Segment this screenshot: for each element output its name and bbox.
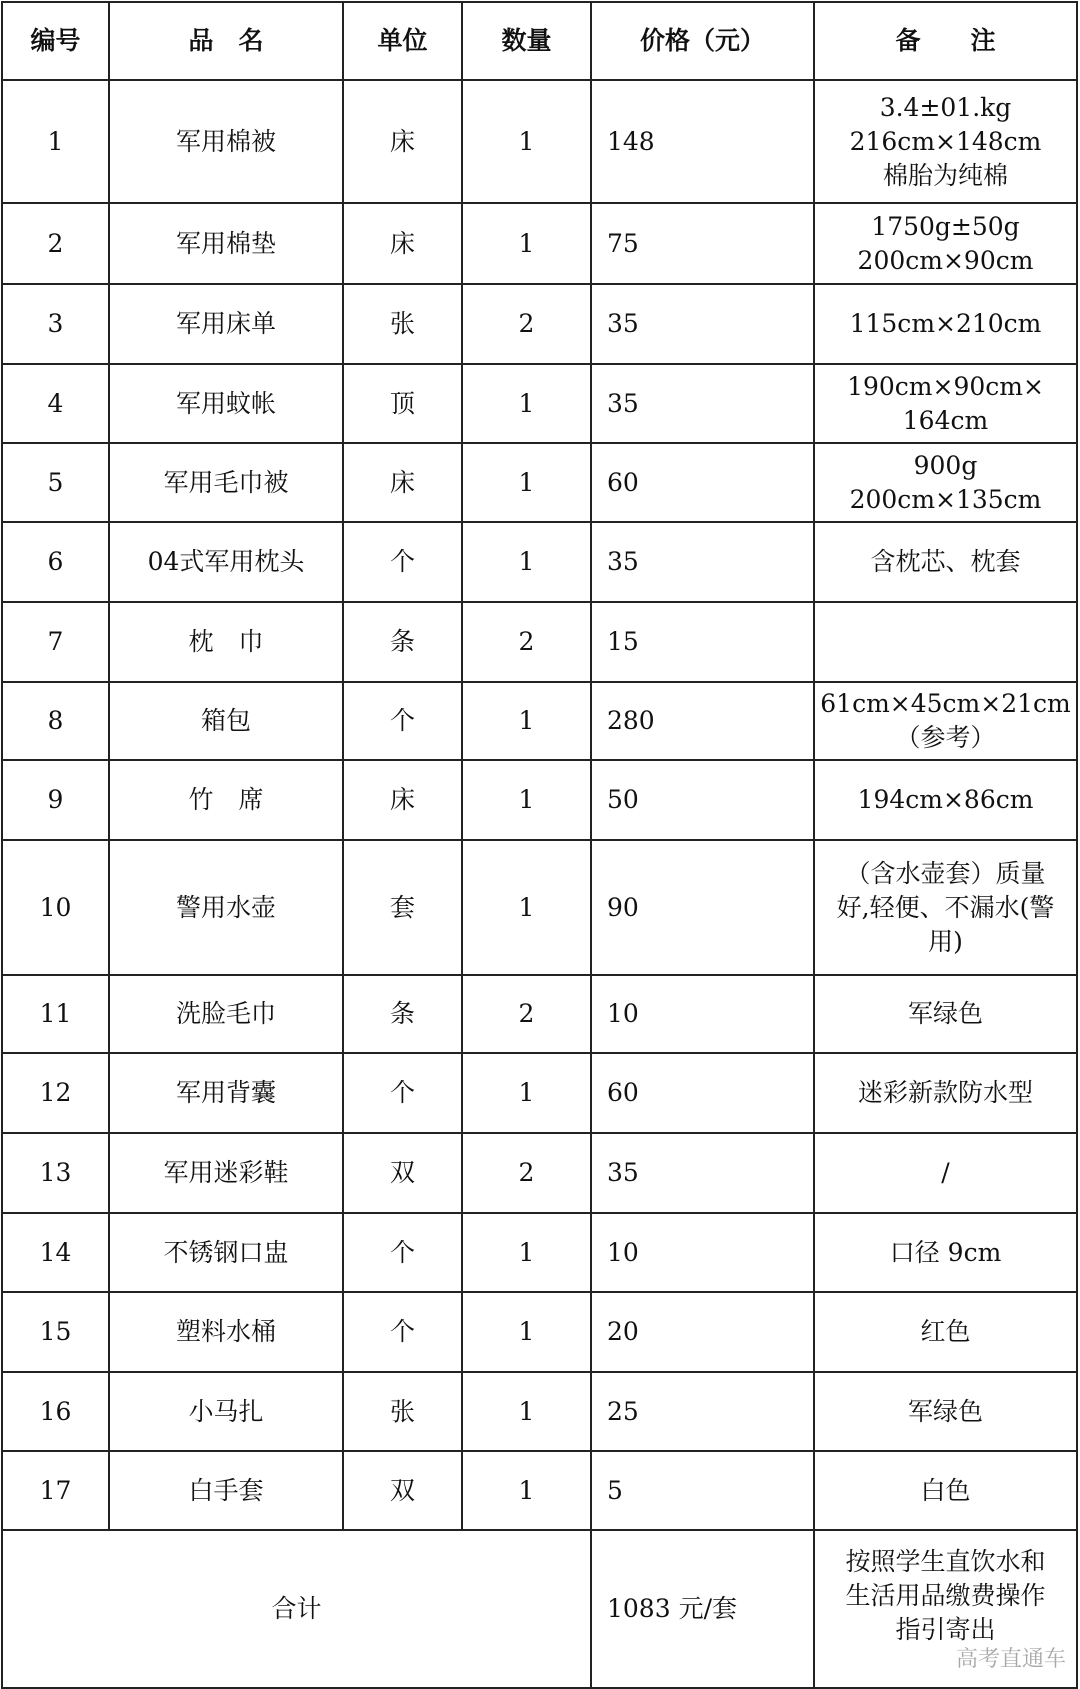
note-line: 好,轻便、不漏水(警: [836, 892, 1055, 922]
note-line: 含枕芯、枕套: [870, 547, 1021, 576]
name-cell: 军用背囊: [109, 1053, 343, 1133]
note-cell: [814, 1133, 1077, 1213]
note-line: 115cm×210cm: [849, 309, 1042, 338]
label-cell: 合计: [2, 1530, 591, 1688]
name-cell: 竹 席: [109, 760, 343, 840]
qty-cell: 1: [462, 1053, 591, 1133]
qty-cell: 2: [462, 1133, 591, 1213]
table-row: [2, 760, 1077, 840]
table-row: [2, 284, 1077, 364]
note-cell: [814, 443, 1077, 522]
name-cell: 04式军用枕头: [109, 522, 343, 602]
table-row: [2, 1053, 1077, 1133]
no-cell: 10: [2, 840, 109, 975]
name-cell: 箱包: [109, 682, 343, 760]
unit-cell: 床: [343, 760, 462, 840]
qty-cell: 1: [462, 80, 591, 203]
qty-cell: 2: [462, 284, 591, 364]
table-header-row: [2, 2, 1077, 80]
note-line: 190cm×90cm×: [847, 371, 1044, 401]
qty-cell: 1: [462, 1372, 591, 1451]
note-line: /: [941, 1158, 950, 1187]
note-line: 军绿色: [907, 999, 983, 1028]
no-cell: 4: [2, 364, 109, 443]
name-cell: 军用蚊帐: [109, 364, 343, 443]
qty-cell: 1: [462, 1292, 591, 1372]
qty-cell: 1: [462, 443, 591, 522]
table-row: [2, 80, 1077, 203]
note-cell: [814, 1213, 1077, 1292]
note-line: 216cm×148cm: [849, 126, 1042, 156]
supplies-table: [1, 1, 1078, 1689]
price-cell: 1083 元/套: [591, 1530, 814, 1688]
unit-cell: 双: [343, 1133, 462, 1213]
table-row: [2, 975, 1077, 1053]
price-cell: 35: [591, 364, 814, 443]
no-cell: 3: [2, 284, 109, 364]
unit-cell: 个: [343, 1053, 462, 1133]
unit-cell: 个: [343, 1292, 462, 1372]
note-cell: [814, 602, 1077, 682]
table-row: [2, 840, 1077, 975]
price-cell: 10: [591, 975, 814, 1053]
no-cell: 6: [2, 522, 109, 602]
note-cell: [814, 1372, 1077, 1451]
note-line: 生活用品缴费操作: [845, 1581, 1046, 1610]
name-cell: 枕 巾: [109, 602, 343, 682]
unit-cell: 条: [343, 602, 462, 682]
price-cell: 60: [591, 443, 814, 522]
note-cell: [814, 1292, 1077, 1372]
unit-cell: 床: [343, 80, 462, 203]
price-cell: 90: [591, 840, 814, 975]
price-cell: 35: [591, 522, 814, 602]
note-line: 194cm×86cm: [857, 785, 1034, 814]
note-cell: [814, 203, 1077, 284]
price-cell: 10: [591, 1213, 814, 1292]
column-header: 价格（元）: [591, 2, 814, 80]
qty-cell: 1: [462, 364, 591, 443]
name-cell: 小马扎: [109, 1372, 343, 1451]
no-cell: 9: [2, 760, 109, 840]
no-cell: 11: [2, 975, 109, 1053]
no-cell: 8: [2, 682, 109, 760]
name-cell: 军用毛巾被: [109, 443, 343, 522]
no-cell: 1: [2, 80, 109, 203]
name-cell: 军用迷彩鞋: [109, 1133, 343, 1213]
name-cell: 军用床单: [109, 284, 343, 364]
name-cell: 警用水壶: [109, 840, 343, 975]
table-row: [2, 1292, 1077, 1372]
total-row: [2, 1530, 1077, 1688]
table-row: [2, 1372, 1077, 1451]
qty-cell: 2: [462, 975, 591, 1053]
no-cell: 16: [2, 1372, 109, 1451]
unit-cell: 个: [343, 1213, 462, 1292]
no-cell: 5: [2, 443, 109, 522]
name-cell: 白手套: [109, 1451, 343, 1530]
unit-cell: 条: [343, 975, 462, 1053]
price-cell: 50: [591, 760, 814, 840]
qty-cell: 1: [462, 840, 591, 975]
note-line: 1750g±50g: [871, 211, 1020, 241]
note-cell: [814, 284, 1077, 364]
name-cell: 不锈钢口盅: [109, 1213, 343, 1292]
note-line: 3.4±01.kg: [879, 92, 1012, 122]
column-header: 数量: [462, 2, 591, 80]
no-cell: 17: [2, 1451, 109, 1530]
price-cell: 5: [591, 1451, 814, 1530]
price-cell: 148: [591, 80, 814, 203]
note-line: 200cm×135cm: [849, 484, 1042, 514]
note-cell: [814, 840, 1077, 975]
price-cell: 15: [591, 602, 814, 682]
note-cell: [814, 1530, 1077, 1688]
note-cell: [814, 364, 1077, 443]
note-line: 按照学生直饮水和: [845, 1547, 1046, 1576]
qty-cell: 1: [462, 1451, 591, 1530]
note-cell: [814, 760, 1077, 840]
unit-cell: 双: [343, 1451, 462, 1530]
note-line: 164cm: [902, 405, 989, 435]
qty-cell: 1: [462, 522, 591, 602]
note-cell: [814, 80, 1077, 203]
unit-cell: 个: [343, 522, 462, 602]
no-cell: 13: [2, 1133, 109, 1213]
note-cell: [814, 682, 1077, 760]
table-row: [2, 602, 1077, 682]
no-cell: 7: [2, 602, 109, 682]
column-header: 备 注: [814, 2, 1077, 80]
qty-cell: 2: [462, 602, 591, 682]
name-cell: 塑料水桶: [109, 1292, 343, 1372]
table-row: [2, 1451, 1077, 1530]
note-line: 棉胎为纯棉: [882, 160, 1008, 190]
note-line: 白色: [920, 1475, 971, 1505]
note-line: 红色: [920, 1317, 971, 1346]
note-line: 61cm×45cm×21cm: [820, 689, 1071, 718]
unit-cell: 套: [343, 840, 462, 975]
price-cell: 280: [591, 682, 814, 760]
note-line: 用): [928, 926, 963, 956]
qty-cell: 1: [462, 682, 591, 760]
no-cell: 14: [2, 1213, 109, 1292]
name-cell: 军用棉垫: [109, 203, 343, 284]
unit-cell: 张: [343, 1372, 462, 1451]
column-header: 编号: [2, 2, 109, 80]
qty-cell: 1: [462, 1213, 591, 1292]
note-line: （参考）: [895, 723, 996, 752]
column-header: 单位: [343, 2, 462, 80]
no-cell: 2: [2, 203, 109, 284]
note-line: 指引寄出: [895, 1615, 996, 1644]
watermark: 高考直通车: [955, 1647, 1066, 1672]
table-row: [2, 364, 1077, 443]
note-cell: [814, 1053, 1077, 1133]
note-line: 军绿色: [907, 1396, 983, 1426]
price-cell: 35: [591, 1133, 814, 1213]
note-line: 口径 9cm: [889, 1237, 1002, 1267]
note-line: （含水壶套）质量: [845, 858, 1046, 888]
price-cell: 35: [591, 284, 814, 364]
column-header: 品 名: [109, 2, 343, 80]
unit-cell: 顶: [343, 364, 462, 443]
note-cell: [814, 1451, 1077, 1530]
price-cell: 25: [591, 1372, 814, 1451]
qty-cell: 1: [462, 203, 591, 284]
note-line: 200cm×90cm: [857, 245, 1034, 275]
note-cell: [814, 522, 1077, 602]
note-line: 900g: [913, 450, 978, 480]
price-cell: 75: [591, 203, 814, 284]
qty-cell: 1: [462, 760, 591, 840]
table-row: [2, 682, 1077, 760]
table-row: [2, 443, 1077, 522]
unit-cell: 床: [343, 203, 462, 284]
no-cell: 15: [2, 1292, 109, 1372]
note-line: 迷彩新款防水型: [857, 1078, 1033, 1107]
unit-cell: 张: [343, 284, 462, 364]
price-cell: 20: [591, 1292, 814, 1372]
table-row: [2, 203, 1077, 284]
price-cell: 60: [591, 1053, 814, 1133]
note-cell: [814, 975, 1077, 1053]
table-row: [2, 1133, 1077, 1213]
table-row: [2, 1213, 1077, 1292]
name-cell: 军用棉被: [109, 80, 343, 203]
table-row: [2, 522, 1077, 602]
name-cell: 洗脸毛巾: [109, 975, 343, 1053]
no-cell: 12: [2, 1053, 109, 1133]
unit-cell: 个: [343, 682, 462, 760]
unit-cell: 床: [343, 443, 462, 522]
